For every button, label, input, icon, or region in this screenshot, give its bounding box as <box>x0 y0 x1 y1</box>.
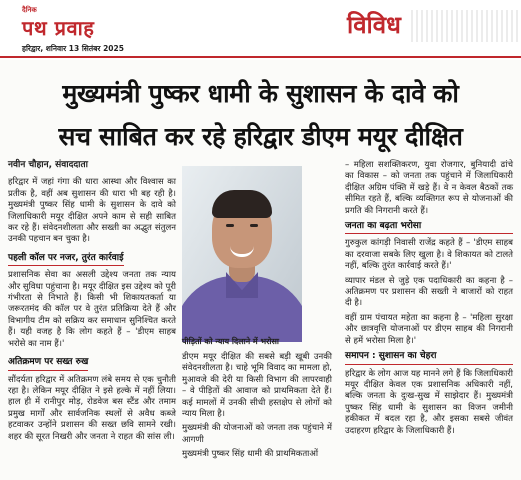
paragraph: डीएम मयूर दीक्षित की सबसे बड़ी खूबी उनकी संवेदनशीलता है। चाहे भूमि विवाद का मामला हो, मुआवजे की देरी या किसी विभाग की लापरवाही – वे पीड़ितों की आवाज को प्राथमिकता देते हैं। कई मामलों में उनकी सीधी हस्तक्षेप से लोगों को न्याय मिला है। <box>182 352 332 420</box>
paragraph: गुरुकुल कांगड़ी निवासी राजेंद्र कहते हैं – 'डीएम साहब का दरवाजा सबके लिए खुला है। वे शिकायत को टालते नहीं, बल्कि तुरंत कार्रवाई करते हैं।' <box>345 238 513 272</box>
decorative-stripe <box>411 10 521 42</box>
logo-small-label: दैनिक <box>22 6 37 14</box>
masthead <box>0 0 521 60</box>
subheading: जनता का बढ़ता भरोसा <box>345 221 513 234</box>
paragraph: वहीं ग्राम पंचायत महेता का कहना है – 'महिला सुरक्षा और छात्रवृत्ति योजनाओं पर डीएम साहब की निगरानी से हमें भरोसा मिला है।' <box>345 312 513 346</box>
paragraph: हरिद्वार के लोग आज यह मानने लगे हैं कि जिलाधिकारी मयूर दीक्षित केवल एक प्रशासनिक अधिकारी नहीं, बल्कि जनता के दुःख-सुख में साझेदार हैं। मुख्यमंत्री पुष्कर सिंह धामी के सुशासन का विजन जमीनी हकीकत में बदल रहा है, और इसका सबसे जीवंत उदाहरण हरिद्वार के जिलाधिकारी हैं। <box>345 368 513 436</box>
paragraph: सौंदर्यता हरिद्वार में अतिक्रमण लंबे समय से एक चुनौती रहा है। लेकिन मयूर दीक्षित ने इसे हल्के में नहीं लिया। हाल ही में रानीपुर मोड़, रोडवेज बस स्टैंड और तमाम प्रमुख मार्गों और सार्वजनिक स्थलों से अवैध कब्जे हटवाकर उन्होंने प्रशासन की सख्त छवि सामने रखी। शहर की सूरत निखरी और जनता ने राहत की सांस ली। <box>8 374 176 442</box>
article-column-2 <box>182 352 332 464</box>
paragraph: हरिद्वार में जहां गंगा की धारा आस्था और विश्वास का प्रतीक है, वहीं अब सुशासन की धारा भी बह रही है। मुख्यमंत्री पुष्कर सिंह धामी के सुशासन के दावे को जिलाधिकारी मयूर दीक्षित अपने काम से सही साबित कर रहे हैं। संवेदनशीलता और सख्ती का अद्भुत संतुलन उनकी पहचान बन चुका है। <box>8 177 176 245</box>
portrait-photo <box>182 166 302 342</box>
paragraph: मुख्यमंत्री की योजनाओं को जनता तक पहुंचाने में आगणी <box>182 423 332 445</box>
paper-name: पथ प्रवाह <box>22 16 95 40</box>
article-column-3 <box>345 160 513 440</box>
byline: नवीन चौहान, संवाददाता <box>8 160 88 170</box>
subheading: पहली कॉल पर नजर, तुरंत कार्रवाई <box>8 253 124 266</box>
headline-line-1: मुख्यमंत्री पुष्कर धामी के सुशासन के दावे को <box>62 79 459 108</box>
newspaper-logo <box>10 6 132 53</box>
article-column-1 <box>8 160 176 446</box>
subheading: समापन : सुशासन का चेहरा <box>345 351 513 364</box>
photo-caption: पीड़ितों को न्याय दिलाने में भरोसा <box>182 337 279 346</box>
paragraph: मुख्यमंत्री पुष्कर सिंह धामी की प्राथमिकताओं <box>182 449 319 460</box>
paragraph: व्यापार मंडल से जुड़े एक पदाधिकारी का कहना है – अतिक्रमण पर प्रशासन की सख्ती ने बाजारों को राहत दी है। <box>345 275 513 309</box>
subheading: अतिक्रमण पर सख्त रुख <box>8 357 88 370</box>
paragraph: प्रशासनिक सेवा का असली उद्देश्य जनता तक न्याय और सुविधा पहुंचाना है। मयूर दीक्षित इस उद्देश्य को पूरी गंभीरता से निभाते हैं। किसी भी शिकायतकर्ता या जरूरतमंद की कॉल पर वे तुरंत प्रतिक्रिया देते हैं और विभागीय टीम को सक्रिय कर समाधान सुनिश्चित करते हैं। यही वजह है कि लोग कहते हैं – 'डीएम साहब भरोसे का नाम हैं।' <box>8 270 177 349</box>
masthead-divider <box>0 56 521 58</box>
headline-line-2: सच साबित कर रहे हरिद्वार डीएम मयूर दीक्षित <box>58 122 463 151</box>
dateline: हरिद्वार, शनिवार 13 सितंबर 2025 <box>22 44 124 53</box>
section-title: विविध <box>347 11 401 39</box>
paragraph: – महिला सशक्तिकरण, युवा रोजगार, बुनियादी ढांचे का विकास – को जनता तक पहुंचाने में जिलाधिकारी दीक्षित अग्रिम पंक्ति में खड़े हैं। वे न केवल बैठकों तक सीमित रहते हैं, बल्कि व्यक्तिगत रूप से योजनाओं की प्रगति की निगरानी करते हैं। <box>345 160 513 216</box>
